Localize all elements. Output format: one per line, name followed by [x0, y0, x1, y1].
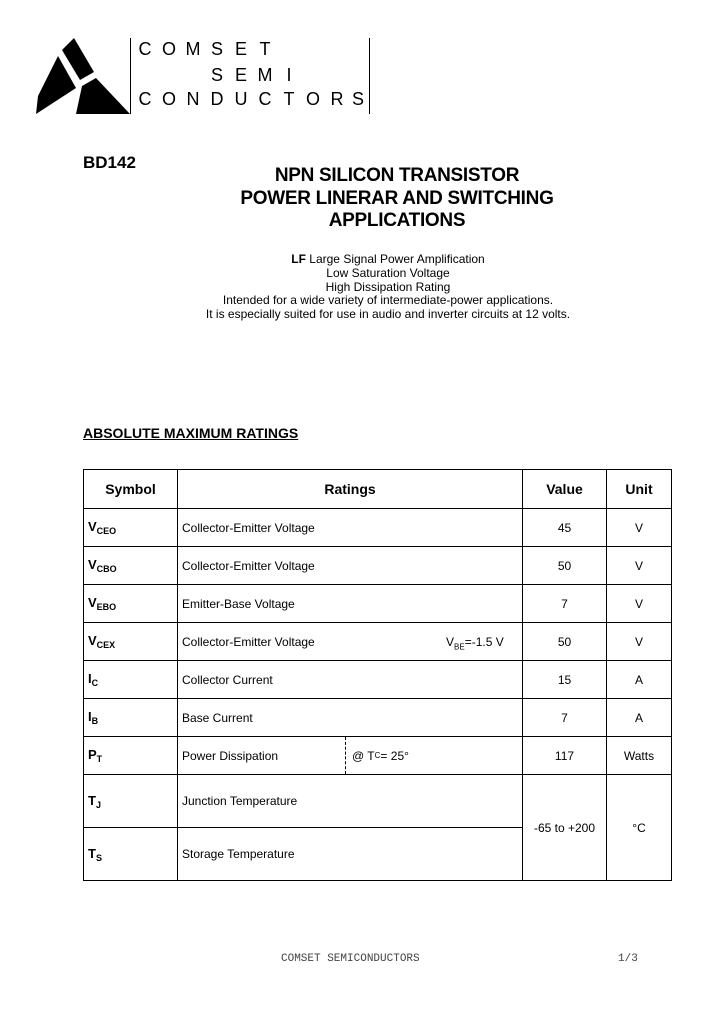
- logo-letter: C: [138, 89, 152, 109]
- symbol-cell: $V_{CEX}$: [84, 623, 178, 661]
- symbol-cell: $V_{CBO}$: [84, 547, 178, 585]
- feature-line-4: Intended for a wide variety of intermediate-power applications.: [222, 293, 554, 307]
- unit-cell: Watts: [607, 737, 672, 775]
- logo-letter: M: [257, 65, 273, 85]
- symbol-cell: $I_C$: [84, 661, 178, 699]
- feature-line-3: High Dissipation Rating: [325, 280, 451, 294]
- rating-cell: Collector Current: [178, 661, 523, 699]
- table-row: [84, 585, 672, 623]
- value-cell: 50: [523, 547, 607, 585]
- unit-cell: V: [607, 585, 672, 623]
- rating-cell: Junction Temperature: [178, 775, 523, 828]
- logo-letter: E: [234, 39, 247, 59]
- logo-letter: O: [161, 39, 176, 59]
- title-line-1: NPN SILICON TRANSISTOR: [274, 165, 520, 186]
- feature-line-2: Low Saturation Voltage: [326, 266, 450, 280]
- company-logo-icon: [36, 36, 132, 116]
- value-cell: 15: [523, 661, 607, 699]
- table-header-row: [84, 470, 672, 509]
- symbol-cell: $T_S$: [84, 828, 178, 881]
- value-cell: -65 to +200: [523, 775, 607, 881]
- part-number: BD142: [83, 153, 136, 172]
- logo-letter: R: [330, 89, 344, 109]
- table-row: [84, 737, 672, 775]
- title-line-2: POWER LINERAR AND SWITCHING: [240, 188, 554, 209]
- symbol-cell: $I_B$: [84, 699, 178, 737]
- value-cell: 117: [523, 737, 607, 775]
- table-row: [84, 509, 672, 547]
- value-cell: 45: [523, 509, 607, 547]
- unit-cell: V: [607, 547, 672, 585]
- condition-text: $V_{BE}=-1.5$ V: [446, 635, 504, 652]
- section-title: ABSOLUTE MAXIMUM RATINGS: [83, 425, 299, 441]
- ratings-table: [83, 469, 672, 881]
- logo-letter: S: [351, 89, 364, 109]
- footer-company: COMSET SEMICONDUCTORS: [281, 953, 420, 965]
- symbol-cell: $V_{EBO}$: [84, 585, 178, 623]
- logo-letter: S: [210, 39, 223, 59]
- title-line-3: APPLICATIONS: [328, 210, 466, 231]
- logo-letter: T: [259, 39, 271, 59]
- rating-cell: Storage Temperature: [178, 828, 523, 881]
- logo-letter: E: [234, 65, 247, 85]
- header-value: Value: [523, 470, 607, 509]
- feature-line-5: It is especially suited for use in audio and inverter circuits at 12 volts.: [205, 307, 571, 321]
- company-logo-wordmark: [130, 38, 370, 114]
- rating-cell: Collector-Emitter Voltage: [178, 509, 523, 547]
- unit-cell: V: [607, 623, 672, 661]
- condition-text: @ T C = 25°: [345, 737, 409, 774]
- rating-cell: Base Current: [178, 699, 523, 737]
- header-unit: Unit: [607, 470, 672, 509]
- value-cell: 50: [523, 623, 607, 661]
- rating-cell: Collector-Emitter Voltage $V_{BE}=-1.5$ V: [178, 623, 523, 661]
- logo-letter: S: [210, 65, 223, 85]
- table-row: [84, 775, 672, 828]
- logo-letter: C: [258, 89, 272, 109]
- unit-cell: V: [607, 509, 672, 547]
- rating-cell: Emitter-Base Voltage: [178, 585, 523, 623]
- feature-line-1: LF Large Signal Power Amplification: [291, 252, 485, 266]
- rating-cell: Power Dissipation @ T C = 25°: [178, 737, 523, 775]
- logo-letter: O: [305, 89, 320, 109]
- symbol-cell: $P_T$: [84, 737, 178, 775]
- logo-letter: C: [138, 39, 152, 59]
- unit-cell: A: [607, 661, 672, 699]
- logo-letter: U: [234, 89, 248, 109]
- logo-letter: O: [161, 89, 176, 109]
- table-row: [84, 547, 672, 585]
- table-row: [84, 661, 672, 699]
- value-cell: 7: [523, 699, 607, 737]
- logo-letter: N: [186, 89, 200, 109]
- logo-letter: I: [286, 65, 292, 85]
- footer-page-number: 1/3: [618, 953, 638, 965]
- logo-letter: M: [185, 39, 201, 59]
- rating-cell: Collector-Emitter Voltage: [178, 547, 523, 585]
- logo-letter: D: [210, 89, 224, 109]
- value-cell: 7: [523, 585, 607, 623]
- unit-cell: °C: [607, 775, 672, 881]
- header-ratings: Ratings: [178, 470, 523, 509]
- logo-letter: T: [283, 89, 295, 109]
- header-symbol: Symbol: [84, 470, 178, 509]
- table-row: [84, 699, 672, 737]
- table-row: [84, 623, 672, 661]
- symbol-cell: $V_{CEO}$: [84, 509, 178, 547]
- unit-cell: A: [607, 699, 672, 737]
- symbol-cell: $T_J$: [84, 775, 178, 828]
